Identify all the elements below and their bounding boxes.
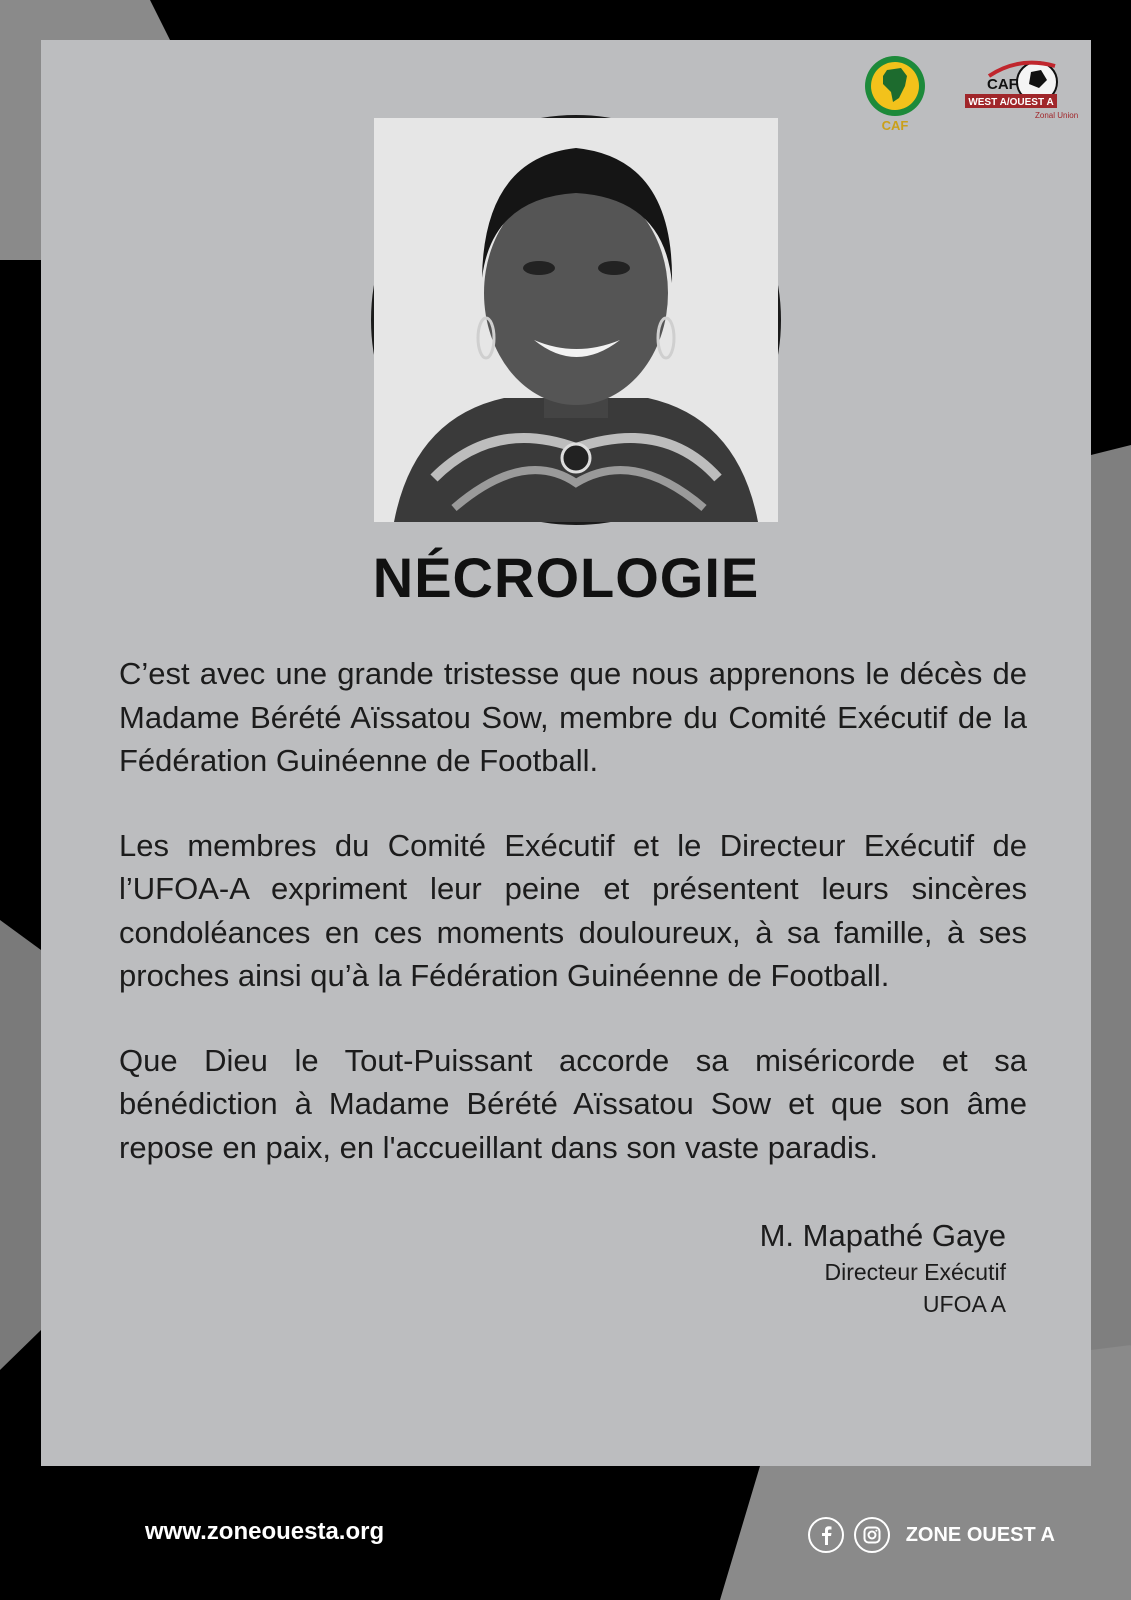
svg-text:CAF: CAF	[881, 118, 909, 133]
website-link[interactable]: www.zoneouesta.org	[145, 1518, 385, 1545]
logos	[861, 54, 1079, 134]
signature-org: UFOA A	[922, 1291, 1006, 1317]
obituary-card	[41, 40, 1091, 1466]
svg-text:Zonal Union: Zonal Union	[1035, 111, 1079, 120]
page-title: NÉCROLOGIE	[372, 546, 760, 609]
signature-role: Directeur Exécutif	[824, 1259, 1006, 1285]
portrait-image	[374, 118, 778, 522]
social-links	[808, 1517, 1055, 1553]
svg-text:CAF: CAF	[987, 76, 1018, 93]
paragraph-1: C’est avec une grande tristesse que nous apprenons le décès de Madame Bérété Aïssatou Sow, membre du Comité Exécutif de la Fédération Guinéenne de Football.	[119, 656, 1027, 778]
facebook-icon[interactable]	[808, 1517, 844, 1553]
portrait-photo	[371, 115, 781, 525]
obituary-text	[119, 652, 1027, 1210]
signature-name: M. Mapathé Gaye	[759, 1218, 1006, 1253]
paragraph-2: Les membres du Comité Exécutif et le Directeur Exécutif de l’UFOA-A expriment leur peine et présentent leurs sincères condoléances en ces moments douloureux, à sa famille, à ses proches ainsi qu’à la Fédération Guinéenne de Football.	[119, 827, 1027, 993]
svg-text:WEST A/OUEST A: WEST A/OUEST A	[968, 97, 1054, 108]
signature-block	[760, 1216, 1006, 1320]
social-label: ZONE OUEST A	[905, 1523, 1055, 1546]
instagram-icon[interactable]	[854, 1517, 890, 1553]
caf-logo	[861, 54, 929, 134]
paragraph-3: Que Dieu le Tout-Puissant accorde sa miséricorde et sa bénédiction à Madame Bérété Aïssatou Sow et que son âme repose en paix, en l'accueillant dans son vaste paradis.	[119, 1042, 1027, 1165]
wafu-zone-a-logo	[959, 54, 1079, 134]
